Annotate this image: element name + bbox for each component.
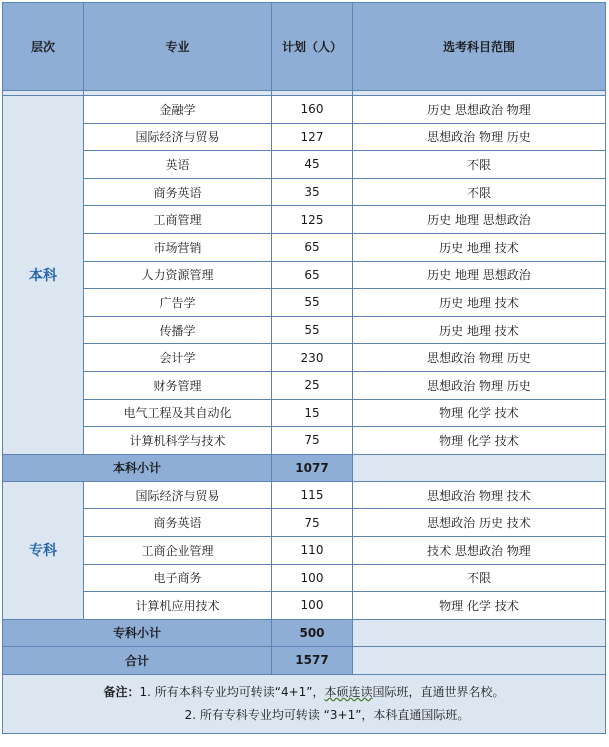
- note-line1-c: 国际班，直通世界名校。: [372, 684, 505, 699]
- table-row: [3, 178, 606, 206]
- table-row: [3, 206, 606, 234]
- total-row: [3, 646, 606, 674]
- subjects-cell: 历史 地理 思想政治: [353, 206, 606, 234]
- subjects-cell: 思想政治 历史 技术: [353, 509, 606, 537]
- major-cell: 计算机科学与技术: [84, 427, 272, 455]
- subtotal-label: 专科小计: [3, 619, 272, 646]
- major-cell: 电气工程及其自动化: [84, 399, 272, 427]
- total-value: 1577: [272, 646, 353, 674]
- plan-cell: 55: [272, 316, 353, 344]
- table-row: [3, 509, 606, 537]
- subjects-cell: 思想政治 物理 历史: [353, 371, 606, 399]
- major-cell: 商务英语: [84, 178, 272, 206]
- subjects-cell: 不限: [353, 564, 606, 592]
- plan-cell: 45: [272, 151, 353, 179]
- table-row: [3, 316, 606, 344]
- note-row: [3, 674, 606, 733]
- note-line2: 2. 所有专科专业均可转读 “3+1”，本科直通国际班。: [184, 707, 470, 722]
- header-row: [3, 3, 606, 91]
- plan-cell: 35: [272, 178, 353, 206]
- header-major: 专业: [84, 3, 272, 91]
- table-row: [3, 261, 606, 289]
- major-cell: 传播学: [84, 316, 272, 344]
- subtotal-row-undergrad: [3, 454, 606, 481]
- table-row: [3, 536, 606, 564]
- header-subjects: 选考科目范围: [353, 3, 606, 91]
- subtotal-value: 1077: [272, 454, 353, 481]
- subtotal-blank: [353, 454, 606, 481]
- subjects-cell: 历史 地理 技术: [353, 316, 606, 344]
- subjects-cell: 物理 化学 技术: [353, 399, 606, 427]
- note-cell: [3, 674, 606, 733]
- major-cell: 人力资源管理: [84, 261, 272, 289]
- plan-cell: 115: [272, 481, 353, 509]
- table-row: [3, 151, 606, 179]
- table-row: [3, 564, 606, 592]
- note-line1-a: 1. 所有本科专业均可转读“4+1”，: [139, 684, 325, 699]
- major-cell: 计算机应用技术: [84, 592, 272, 620]
- subjects-cell: 历史 地理 技术: [353, 289, 606, 317]
- level-cell-junior: 专科: [3, 481, 84, 619]
- table-row: [3, 427, 606, 455]
- plan-cell: 65: [272, 261, 353, 289]
- total-label: 合计: [3, 646, 272, 674]
- subjects-cell: 技术 思想政治 物理: [353, 536, 606, 564]
- level-cell-undergrad: 本科: [3, 96, 84, 455]
- major-cell: 工商管理: [84, 206, 272, 234]
- major-cell: 电子商务: [84, 564, 272, 592]
- subjects-cell: 物理 化学 技术: [353, 592, 606, 620]
- major-cell: 金融学: [84, 96, 272, 124]
- enrollment-plan-table: [2, 2, 606, 734]
- major-cell: 商务英语: [84, 509, 272, 537]
- subjects-cell: 历史 地理 思想政治: [353, 261, 606, 289]
- subtotal-label: 本科小计: [3, 454, 272, 481]
- plan-cell: 127: [272, 123, 353, 151]
- note-line1-b: 本硕连读: [324, 684, 373, 699]
- plan-cell: 75: [272, 509, 353, 537]
- table-body: [3, 3, 606, 734]
- table-row: [3, 399, 606, 427]
- header-level: 层次: [3, 3, 84, 91]
- subjects-cell: 思想政治 物理 历史: [353, 344, 606, 372]
- plan-cell: 75: [272, 427, 353, 455]
- subjects-cell: 历史 地理 技术: [353, 233, 606, 261]
- plan-cell: 55: [272, 289, 353, 317]
- total-blank: [353, 646, 606, 674]
- plan-cell: 15: [272, 399, 353, 427]
- subjects-cell: 思想政治 物理 历史: [353, 123, 606, 151]
- subjects-cell: 历史 思想政治 物理: [353, 96, 606, 124]
- major-cell: 工商企业管理: [84, 536, 272, 564]
- plan-cell: 65: [272, 233, 353, 261]
- subtotal-row-junior: [3, 619, 606, 646]
- major-cell: 国际经济与贸易: [84, 481, 272, 509]
- note-label: 备注：: [103, 684, 140, 699]
- table-row: [3, 481, 606, 509]
- major-cell: 广告学: [84, 289, 272, 317]
- table-row: [3, 371, 606, 399]
- major-cell: 英语: [84, 151, 272, 179]
- plan-cell: 110: [272, 536, 353, 564]
- plan-cell: 230: [272, 344, 353, 372]
- plan-cell: 25: [272, 371, 353, 399]
- major-cell: 会计学: [84, 344, 272, 372]
- subjects-cell: 不限: [353, 151, 606, 179]
- plan-cell: 100: [272, 564, 353, 592]
- header-plan: 计划（人）: [272, 3, 353, 91]
- subjects-cell: 物理 化学 技术: [353, 427, 606, 455]
- subjects-cell: 不限: [353, 178, 606, 206]
- major-cell: 市场营销: [84, 233, 272, 261]
- subtotal-blank: [353, 619, 606, 646]
- plan-cell: 160: [272, 96, 353, 124]
- table-row: [3, 344, 606, 372]
- major-cell: 财务管理: [84, 371, 272, 399]
- table-row: [3, 233, 606, 261]
- major-cell: 国际经济与贸易: [84, 123, 272, 151]
- table-row: [3, 123, 606, 151]
- table-row: [3, 96, 606, 124]
- subjects-cell: 思想政治 物理 技术: [353, 481, 606, 509]
- plan-cell: 125: [272, 206, 353, 234]
- table-row: [3, 592, 606, 620]
- subtotal-value: 500: [272, 619, 353, 646]
- table-row: [3, 289, 606, 317]
- plan-cell: 100: [272, 592, 353, 620]
